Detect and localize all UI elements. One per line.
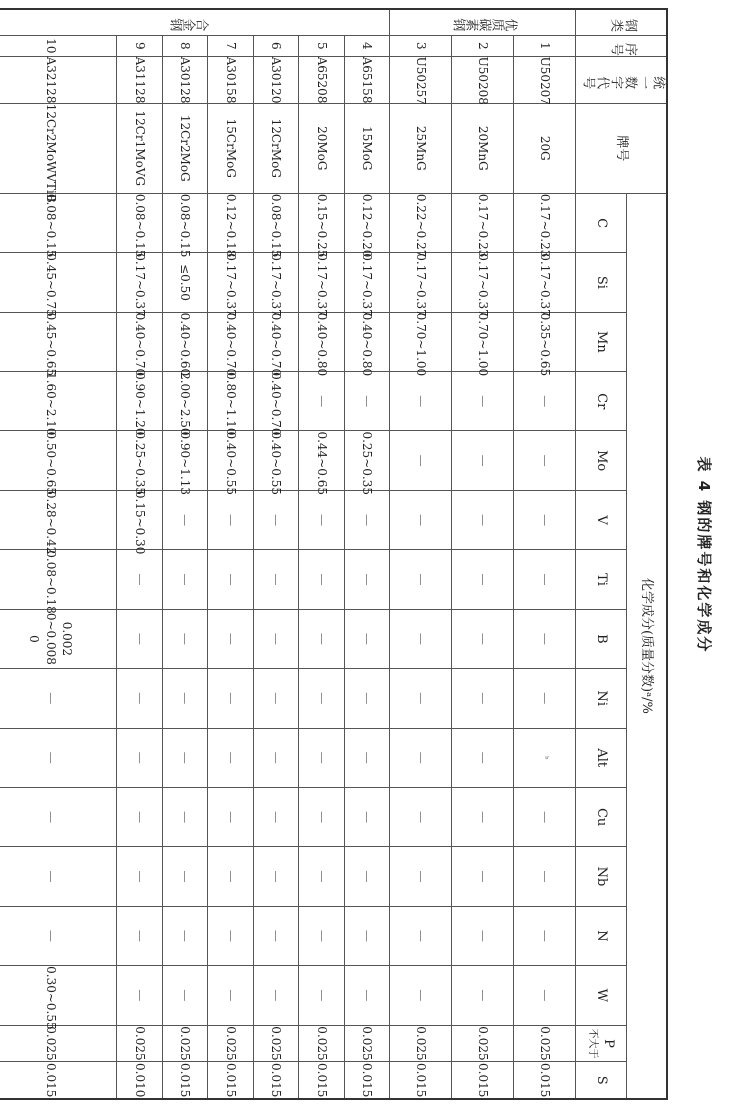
element-header-nb: Nb	[576, 847, 626, 906]
value-cell-v: —	[208, 490, 254, 549]
value-cell-nb: —	[514, 847, 576, 906]
value-cell-nb: —	[117, 847, 163, 906]
value-cell-c: 0.08~0.15	[117, 193, 163, 252]
table-row	[117, 9, 163, 1099]
value-cell-ti: —	[514, 550, 576, 609]
value-cell-b: —	[452, 609, 514, 668]
value-cell-s: 0.015	[390, 1062, 452, 1099]
value-cell-si: 0.17~0.37	[208, 253, 254, 312]
value-cell-nb: —	[162, 847, 208, 906]
value-cell-mo: 0.25~0.35	[117, 431, 163, 490]
value-cell-cu: —	[514, 787, 576, 846]
value-cell-ti: —	[253, 550, 299, 609]
seq-cell: 7	[208, 36, 254, 56]
grade-cell: 15CrMoG	[208, 103, 254, 193]
value-cell-si: 0.45~0.75	[0, 253, 117, 312]
value-cell-b: —	[208, 609, 254, 668]
table-row	[253, 9, 299, 1099]
element-header-n: N	[576, 906, 626, 965]
value-cell-b: —	[253, 609, 299, 668]
grade-cell: 25MnG	[390, 103, 452, 193]
value-cell-mn: 0.35~0.65	[514, 312, 576, 371]
value-cell-nb: —	[452, 847, 514, 906]
element-header-ni: Ni	[576, 669, 626, 728]
value-cell-alt: —	[390, 728, 452, 787]
value-cell-cr: —	[344, 372, 390, 431]
value-cell-p: 0.025	[253, 1025, 299, 1062]
header-grade: 牌号	[576, 103, 667, 193]
value-cell-c: 0.17~0.23	[452, 193, 514, 252]
value-cell-ni: —	[390, 669, 452, 728]
element-header-w: W	[576, 966, 626, 1025]
element-header-s: S	[576, 1062, 626, 1099]
value-cell-c: 0.08~0.15	[162, 193, 208, 252]
value-cell-mn: 0.40~0.60	[162, 312, 208, 371]
value-cell-alt: —	[253, 728, 299, 787]
table-row	[162, 9, 208, 1099]
value-cell-ni: —	[344, 669, 390, 728]
value-cell-c: 0.17~0.23	[514, 193, 576, 252]
value-cell-w: —	[253, 966, 299, 1025]
value-cell-p: 0.025	[208, 1025, 254, 1062]
value-cell-v: 0.15~0.30	[117, 490, 163, 549]
code-cell: A30158	[208, 56, 254, 103]
value-cell-cr: —	[514, 372, 576, 431]
value-cell-cu: —	[452, 787, 514, 846]
seq-cell: 6	[253, 36, 299, 56]
chemical-composition-table	[0, 8, 668, 1100]
element-header-b: B	[576, 609, 626, 668]
code-cell: A32128	[0, 56, 117, 103]
element-header-ti: Ti	[576, 550, 626, 609]
value-cell-cr: —	[299, 372, 345, 431]
value-cell-s: 0.015	[208, 1062, 254, 1099]
value-cell-si: 0.17~0.37	[390, 253, 452, 312]
value-cell-b: —	[299, 609, 345, 668]
value-cell-v: —	[253, 490, 299, 549]
code-cell: U50207	[514, 56, 576, 103]
value-cell-n: —	[0, 906, 117, 965]
value-cell-mn: 0.70~1.00	[452, 312, 514, 371]
value-cell-mo: —	[452, 431, 514, 490]
value-cell-ti: —	[208, 550, 254, 609]
value-cell-mn: 0.40~0.70	[208, 312, 254, 371]
value-cell-b: —	[162, 609, 208, 668]
value-cell-s: 0.015	[0, 1062, 117, 1099]
value-cell-cu: —	[344, 787, 390, 846]
table-row	[514, 9, 576, 1099]
value-cell-n: —	[162, 906, 208, 965]
value-cell-b: —	[344, 609, 390, 668]
value-cell-c: 0.12~0.18	[208, 193, 254, 252]
code-cell: A30128	[162, 56, 208, 103]
value-cell-p: 0.025	[299, 1025, 345, 1062]
value-cell-w: —	[452, 966, 514, 1025]
value-cell-alt: —	[162, 728, 208, 787]
value-cell-mo: 0.40~0.55	[253, 431, 299, 490]
value-cell-nb: —	[390, 847, 452, 906]
value-cell-ni: —	[162, 669, 208, 728]
header-category: 钢类	[576, 9, 667, 36]
value-cell-ni: —	[208, 669, 254, 728]
value-cell-w: —	[162, 966, 208, 1025]
value-cell-mo: 0.44~0.65	[299, 431, 345, 490]
value-cell-p: 0.025	[344, 1025, 390, 1062]
value-cell-ti: —	[162, 550, 208, 609]
element-header-p: P 不大于	[576, 1025, 626, 1062]
code-cell: A65158	[344, 56, 390, 103]
value-cell-w: —	[390, 966, 452, 1025]
value-cell-ni: —	[514, 669, 576, 728]
value-cell-cr: 1.60~2.10	[0, 372, 117, 431]
table-row	[208, 9, 254, 1099]
code-cell: A65208	[299, 56, 345, 103]
value-cell-w: —	[117, 966, 163, 1025]
grade-cell: 20G	[514, 103, 576, 193]
value-cell-ni: —	[299, 669, 345, 728]
seq-cell: 5	[299, 36, 345, 56]
value-cell-nb: —	[344, 847, 390, 906]
value-cell-c: 0.08~0.15	[253, 193, 299, 252]
header-code: 统一数字代号	[576, 56, 667, 103]
value-cell-mo: —	[514, 431, 576, 490]
value-cell-v: —	[514, 490, 576, 549]
value-cell-ti: —	[117, 550, 163, 609]
header-composition: 化学成分(质量分数)ᵃ/%	[626, 193, 667, 1099]
value-cell-n: —	[208, 906, 254, 965]
header-seq: 序号	[576, 36, 667, 56]
value-cell-v: 0.28~0.42	[0, 490, 117, 549]
value-cell-n: —	[344, 906, 390, 965]
value-cell-b: —	[390, 609, 452, 668]
value-cell-si: 0.17~0.37	[299, 253, 345, 312]
value-cell-si: 0.17~0.37	[514, 253, 576, 312]
value-cell-alt: —	[299, 728, 345, 787]
value-cell-w: 0.30~0.55	[0, 966, 117, 1025]
value-cell-mo: 0.90~1.13	[162, 431, 208, 490]
value-cell-w: —	[299, 966, 345, 1025]
seq-cell: 2	[452, 36, 514, 56]
code-cell: A30120	[253, 56, 299, 103]
value-cell-w: —	[208, 966, 254, 1025]
rotated-table-container	[16, 8, 668, 1100]
value-cell-ni: —	[452, 669, 514, 728]
value-cell-c: 0.22~0.27	[390, 193, 452, 252]
element-header-alt: Alt	[576, 728, 626, 787]
seq-cell: 3	[390, 36, 452, 56]
value-cell-mo: 0.50~0.65	[0, 431, 117, 490]
value-cell-ti: —	[299, 550, 345, 609]
element-header-v: V	[576, 490, 626, 549]
value-cell-alt: —	[344, 728, 390, 787]
value-cell-v: —	[162, 490, 208, 549]
code-cell: A31128	[117, 56, 163, 103]
value-cell-si: 0.17~0.37	[452, 253, 514, 312]
value-cell-alt: —	[208, 728, 254, 787]
seq-cell: 1	[514, 36, 576, 56]
value-cell-v: —	[299, 490, 345, 549]
value-cell-mn: 0.70~1.00	[390, 312, 452, 371]
value-cell-nb: —	[299, 847, 345, 906]
steel-category-cell: 优质碳素钢	[390, 9, 576, 36]
element-header-si: Si	[576, 253, 626, 312]
value-cell-p: 0.025	[452, 1025, 514, 1062]
code-cell: U50257	[390, 56, 452, 103]
value-cell-mo: —	[390, 431, 452, 490]
grade-cell: 12CrMoG	[253, 103, 299, 193]
value-cell-cu: —	[208, 787, 254, 846]
code-cell: U50208	[452, 56, 514, 103]
steel-category-cell: 合金钢	[0, 9, 390, 36]
value-cell-ti: —	[390, 550, 452, 609]
value-cell-cr: —	[452, 372, 514, 431]
value-cell-w: —	[514, 966, 576, 1025]
value-cell-cu: —	[0, 787, 117, 846]
not-greater-note: 不大于	[587, 1028, 599, 1059]
table-row	[452, 9, 514, 1099]
value-cell-s: 0.015	[162, 1062, 208, 1099]
element-header-mo: Mo	[576, 431, 626, 490]
table-row	[299, 9, 345, 1099]
value-cell-b: —	[117, 609, 163, 668]
value-cell-b: 0.002 0~0.008 0	[0, 609, 117, 668]
value-cell-mn: 0.40~0.70	[253, 312, 299, 371]
element-header-cr: Cr	[576, 372, 626, 431]
grade-cell: 12Cr1MoVG	[117, 103, 163, 193]
value-cell-mn: 0.45~0.65	[0, 312, 117, 371]
grade-cell: 20MoG	[299, 103, 345, 193]
value-cell-si: 0.17~0.37	[344, 253, 390, 312]
value-cell-mn: 0.40~0.80	[299, 312, 345, 371]
value-cell-cr: 0.40~0.70	[253, 372, 299, 431]
value-cell-n: —	[390, 906, 452, 965]
value-cell-ti: —	[344, 550, 390, 609]
value-cell-si: 0.17~0.37	[253, 253, 299, 312]
value-cell-n: —	[253, 906, 299, 965]
value-cell-s: 0.010	[117, 1062, 163, 1099]
grade-cell: 15MoG	[344, 103, 390, 193]
value-cell-si: ≤0.50	[162, 253, 208, 312]
value-cell-cr: 0.80~1.10	[208, 372, 254, 431]
value-cell-alt: —	[452, 728, 514, 787]
value-cell-v: —	[390, 490, 452, 549]
value-cell-c: 0.12~0.20	[344, 193, 390, 252]
value-cell-cr: 2.00~2.50	[162, 372, 208, 431]
value-cell-v: —	[344, 490, 390, 549]
value-cell-mo: 0.25~0.35	[344, 431, 390, 490]
table-body	[0, 9, 576, 1099]
seq-cell: 8	[162, 36, 208, 56]
value-cell-p: 0.025	[390, 1025, 452, 1062]
value-cell-nb: —	[0, 847, 117, 906]
value-cell-s: 0.015	[514, 1062, 576, 1099]
value-cell-ti: —	[452, 550, 514, 609]
value-cell-p: 0.025	[0, 1025, 117, 1062]
value-cell-s: 0.015	[344, 1062, 390, 1099]
value-cell-n: —	[514, 906, 576, 965]
value-cell-ni: —	[117, 669, 163, 728]
value-cell-p: 0.025	[117, 1025, 163, 1062]
value-cell-cu: —	[390, 787, 452, 846]
value-cell-cu: —	[253, 787, 299, 846]
element-header-mn: Mn	[576, 312, 626, 371]
value-cell-cu: —	[299, 787, 345, 846]
value-cell-si: 0.17~0.37	[117, 253, 163, 312]
value-cell-w: —	[344, 966, 390, 1025]
table-row	[390, 9, 452, 1099]
value-cell-ni: —	[253, 669, 299, 728]
grade-cell: 12Cr2MoG	[162, 103, 208, 193]
value-cell-mo: 0.40~0.55	[208, 431, 254, 490]
value-cell-s: 0.015	[299, 1062, 345, 1099]
grade-cell: 12Cr2MoWVTiB	[0, 103, 117, 193]
value-cell-n: —	[117, 906, 163, 965]
value-cell-p: 0.025	[514, 1025, 576, 1062]
value-cell-alt: —	[0, 728, 117, 787]
value-cell-nb: —	[253, 847, 299, 906]
seq-cell: 9	[117, 36, 163, 56]
value-cell-p: 0.025	[162, 1025, 208, 1062]
table-title: 表 4 钢的牌号和化学成分	[695, 456, 714, 654]
table-row	[0, 9, 117, 1099]
value-cell-cu: —	[162, 787, 208, 846]
value-cell-ni: —	[0, 669, 117, 728]
value-cell-n: —	[299, 906, 345, 965]
value-cell-mn: 0.40~0.70	[117, 312, 163, 371]
value-cell-mn: 0.40~0.80	[344, 312, 390, 371]
element-header-c: C	[576, 193, 626, 252]
grade-cell: 20MnG	[452, 103, 514, 193]
value-cell-c: 0.08~0.15	[0, 193, 117, 252]
element-header-cu: Cu	[576, 787, 626, 846]
seq-cell: 4	[344, 36, 390, 56]
value-cell-s: 0.015	[253, 1062, 299, 1099]
value-cell-alt: —	[117, 728, 163, 787]
value-cell-cr: —	[390, 372, 452, 431]
table-row	[344, 9, 390, 1099]
value-cell-b: —	[514, 609, 576, 668]
value-cell-alt: ᵇ	[514, 728, 576, 787]
value-cell-v: —	[452, 490, 514, 549]
seq-cell: 10	[0, 36, 117, 56]
value-cell-ti: 0.08~0.18	[0, 550, 117, 609]
value-cell-cu: —	[117, 787, 163, 846]
value-cell-n: —	[452, 906, 514, 965]
value-cell-nb: —	[208, 847, 254, 906]
value-cell-c: 0.15~0.25	[299, 193, 345, 252]
value-cell-cr: 0.90~1.20	[117, 372, 163, 431]
value-cell-s: 0.015	[452, 1062, 514, 1099]
